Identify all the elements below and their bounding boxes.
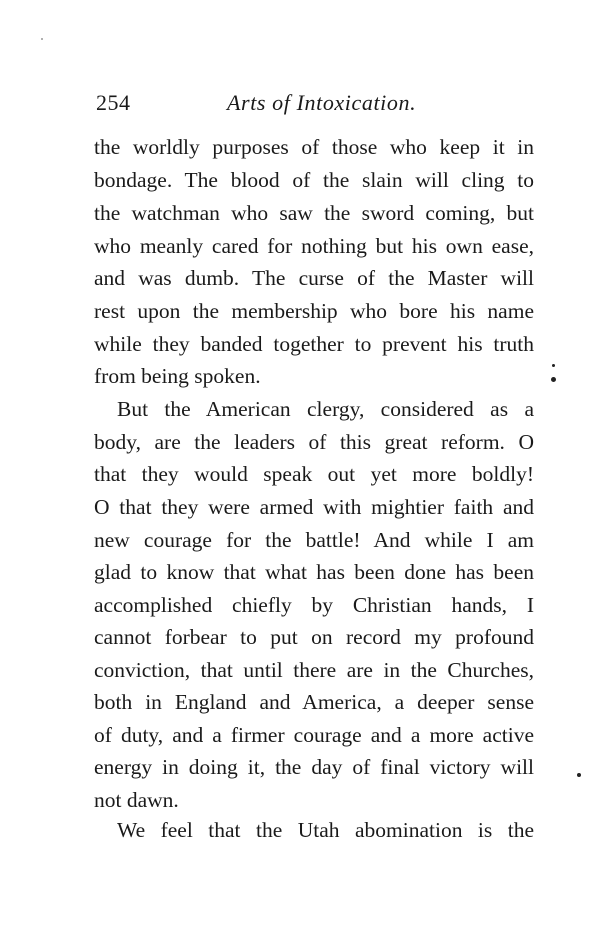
text-line: while they banded together to prevent his truth: [94, 332, 534, 356]
text-line: both in England and America, a deeper sense: [94, 690, 534, 714]
text-line: bondage. The blood of the slain will cling to: [94, 168, 534, 192]
ink-speck: [551, 377, 556, 382]
text-line: We feel that the Utah abomination is the: [117, 818, 534, 842]
text-line: new courage for the battle! And while I am: [94, 528, 534, 552]
text-line: But the American clergy, considered as a: [117, 397, 534, 421]
page-number: 254: [96, 90, 131, 115]
text-line: from being spoken.: [94, 364, 261, 388]
text-line: cannot forbear to put on record my profound: [94, 625, 534, 649]
text-line: energy in doing it, the day of final victory will: [94, 755, 534, 779]
text-line: O that they were armed with mightier faith and: [94, 495, 534, 519]
text-line: rest upon the membership who bore his name: [94, 299, 534, 323]
ink-speck: [552, 364, 555, 367]
text-line: body, are the leaders of this great reform. O: [94, 430, 534, 454]
running-title: Arts of Intoxication.: [227, 90, 417, 115]
text-line: accomplished chiefly by Christian hands, I: [94, 593, 534, 617]
text-line: of duty, and a firmer courage and a more active: [94, 723, 534, 747]
text-line: the worldly purposes of those who keep it in: [94, 135, 534, 159]
text-line: conviction, that until there are in the Churches,: [94, 658, 534, 682]
text-line: and was dumb. The curse of the Master will: [94, 266, 534, 290]
ink-speck: [41, 38, 43, 40]
text-line: that they would speak out yet more boldly!: [94, 462, 534, 486]
text-line: not dawn.: [94, 788, 179, 812]
text-line: the watchman who saw the sword coming, but: [94, 201, 534, 225]
ink-speck: [577, 773, 581, 777]
text-line: who meanly cared for nothing but his own ease,: [94, 234, 534, 258]
text-line: glad to know that what has been done has been: [94, 560, 534, 584]
